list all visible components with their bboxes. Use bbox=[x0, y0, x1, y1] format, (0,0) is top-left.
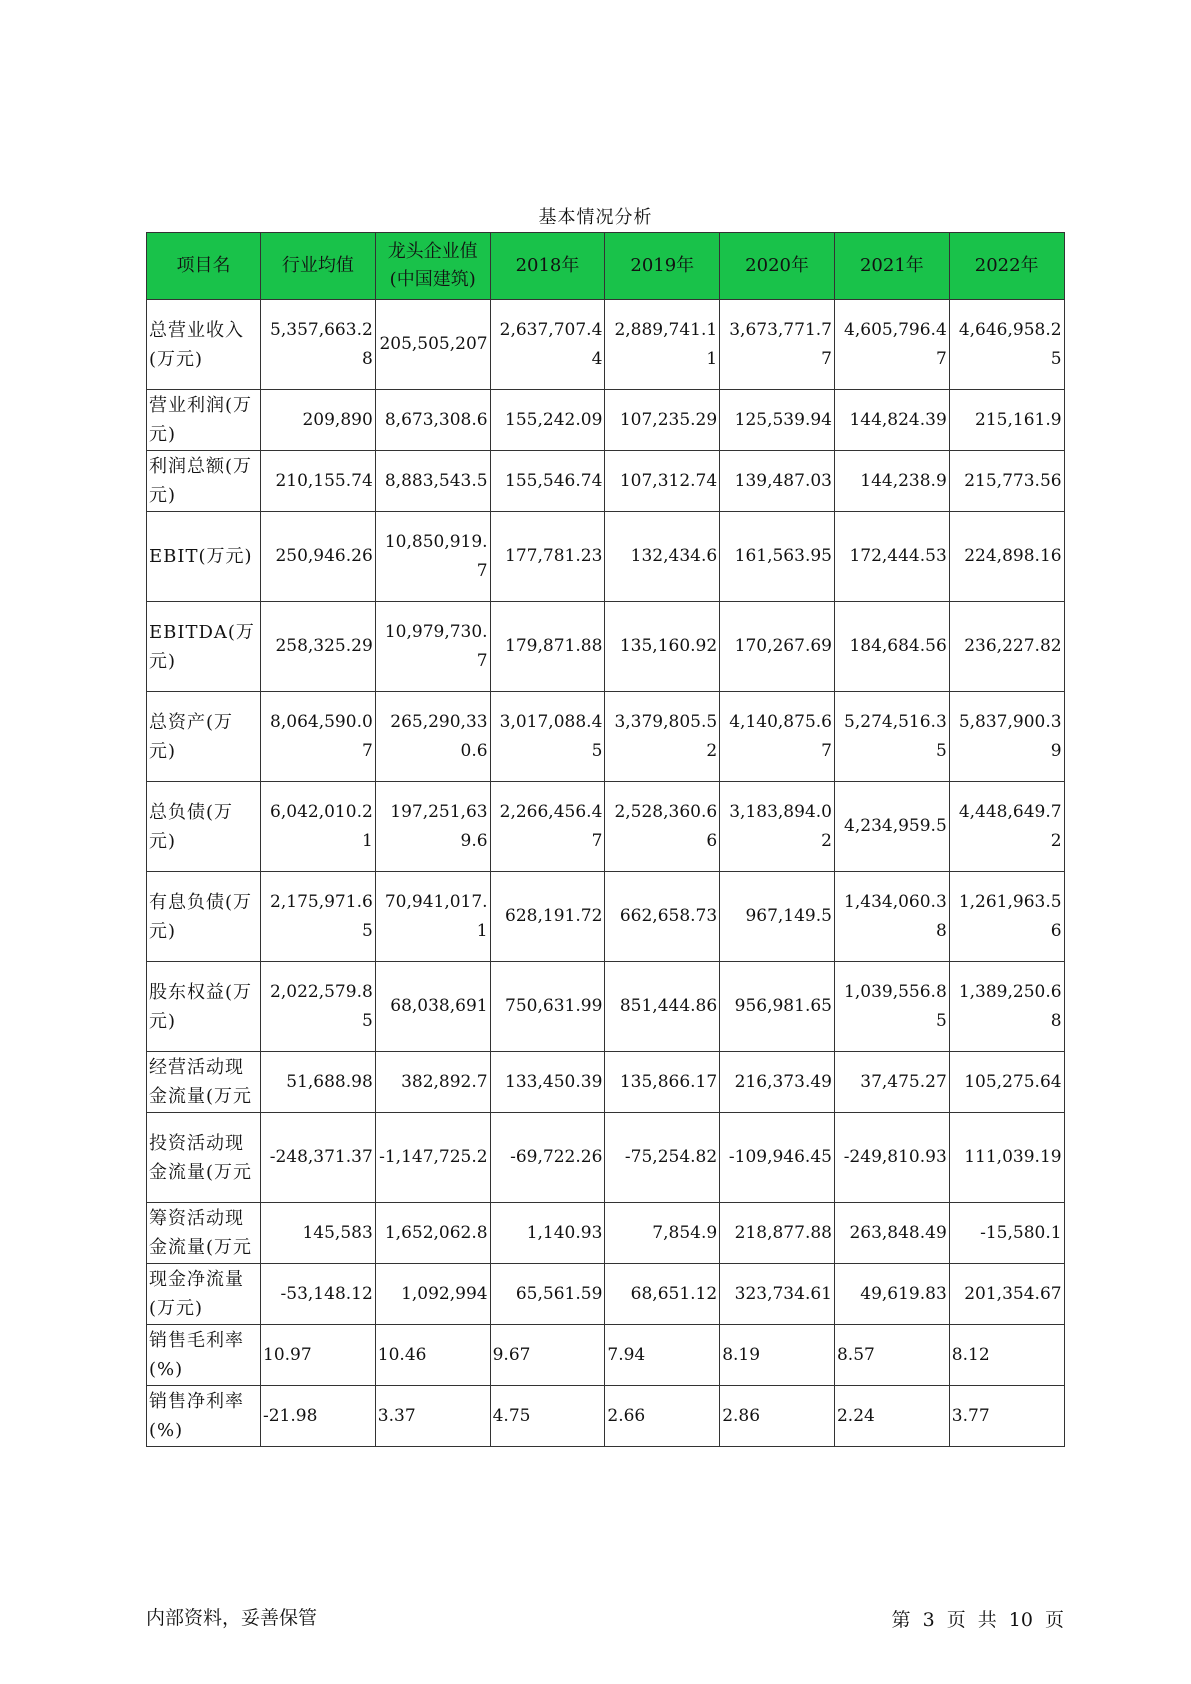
table-cell: 125,539.94 bbox=[720, 390, 835, 451]
table-cell: 179,871.88 bbox=[490, 602, 605, 692]
table-cell: 68,038,691 bbox=[375, 962, 490, 1052]
table-cell: 111,039.19 bbox=[949, 1113, 1064, 1203]
header-cell: 行业均值 bbox=[261, 233, 376, 300]
table-cell: 750,631.99 bbox=[490, 962, 605, 1052]
table-cell: 1,140.93 bbox=[490, 1203, 605, 1264]
row-label: EBIT(万元) bbox=[147, 512, 261, 602]
table-cell: 2.86 bbox=[720, 1386, 835, 1447]
table-row bbox=[147, 1113, 1065, 1203]
row-label: 利润总额(万元) bbox=[147, 451, 261, 512]
row-label: 总资产(万元) bbox=[147, 692, 261, 782]
table-cell: 2,022,579.85 bbox=[261, 962, 376, 1052]
table-cell: 132,434.6 bbox=[605, 512, 720, 602]
table-cell: 8.19 bbox=[720, 1325, 835, 1386]
row-label: EBITDA(万元) bbox=[147, 602, 261, 692]
table-cell: 5,357,663.28 bbox=[261, 300, 376, 390]
table-cell: 7.94 bbox=[605, 1325, 720, 1386]
table-cell: -53,148.12 bbox=[261, 1264, 376, 1325]
table-cell: 4,140,875.67 bbox=[720, 692, 835, 782]
table-cell: 4,646,958.25 bbox=[949, 300, 1064, 390]
table-row bbox=[147, 1386, 1065, 1447]
table-cell: 170,267.69 bbox=[720, 602, 835, 692]
table-cell: 1,092,994 bbox=[375, 1264, 490, 1325]
table-title: 基本情况分析 bbox=[538, 207, 653, 228]
table-cell: 2,175,971.65 bbox=[261, 872, 376, 962]
table-cell: 258,325.29 bbox=[261, 602, 376, 692]
table-cell: 8.12 bbox=[949, 1325, 1064, 1386]
table-cell: 1,434,060.38 bbox=[834, 872, 949, 962]
table-cell: 4,234,959.5 bbox=[834, 782, 949, 872]
table-cell: 107,235.29 bbox=[605, 390, 720, 451]
table-cell: 205,505,207 bbox=[375, 300, 490, 390]
table-cell: 144,824.39 bbox=[834, 390, 949, 451]
row-label: 销售净利率(%) bbox=[147, 1386, 261, 1447]
table-cell: 628,191.72 bbox=[490, 872, 605, 962]
table-cell: 851,444.86 bbox=[605, 962, 720, 1052]
table-cell: 105,275.64 bbox=[949, 1052, 1064, 1113]
table-cell: 155,242.09 bbox=[490, 390, 605, 451]
table-cell: 161,563.95 bbox=[720, 512, 835, 602]
row-label: 经营活动现金流量(万元 bbox=[147, 1052, 261, 1113]
table-cell: 2.24 bbox=[834, 1386, 949, 1447]
table-cell: 218,877.88 bbox=[720, 1203, 835, 1264]
table-cell: 5,837,900.39 bbox=[949, 692, 1064, 782]
table-cell: 10,979,730.7 bbox=[375, 602, 490, 692]
table-cell: 9.67 bbox=[490, 1325, 605, 1386]
table-cell: 107,312.74 bbox=[605, 451, 720, 512]
table-cell: 2,266,456.47 bbox=[490, 782, 605, 872]
table-cell: 382,892.7 bbox=[375, 1052, 490, 1113]
table-cell: 4,605,796.47 bbox=[834, 300, 949, 390]
table-row bbox=[147, 300, 1065, 390]
table-cell: 4,448,649.72 bbox=[949, 782, 1064, 872]
table-row bbox=[147, 692, 1065, 782]
table-row bbox=[147, 390, 1065, 451]
table-cell: 216,373.49 bbox=[720, 1052, 835, 1113]
header-cell: 2021年 bbox=[834, 233, 949, 300]
table-cell: 215,161.9 bbox=[949, 390, 1064, 451]
footer-page-number: 第 3 页 共 10 页 bbox=[891, 1609, 1064, 1631]
row-label: 总营业收入(万元) bbox=[147, 300, 261, 390]
row-label: 有息负债(万元) bbox=[147, 872, 261, 962]
row-label: 销售毛利率(%) bbox=[147, 1325, 261, 1386]
table-cell: 2,637,707.44 bbox=[490, 300, 605, 390]
table-cell: 250,946.26 bbox=[261, 512, 376, 602]
table-cell: 70,941,017.1 bbox=[375, 872, 490, 962]
header-cell: 龙头企业值(中国建筑) bbox=[375, 233, 490, 300]
table-cell: 236,227.82 bbox=[949, 602, 1064, 692]
table-cell: 51,688.98 bbox=[261, 1052, 376, 1113]
table-row bbox=[147, 782, 1065, 872]
table-row bbox=[147, 1052, 1065, 1113]
table-cell: 68,651.12 bbox=[605, 1264, 720, 1325]
table-cell: 3,183,894.02 bbox=[720, 782, 835, 872]
row-label: 现金净流量(万元) bbox=[147, 1264, 261, 1325]
row-label: 投资活动现金流量(万元 bbox=[147, 1113, 261, 1203]
table-cell: 8,673,308.6 bbox=[375, 390, 490, 451]
table-cell: 139,487.03 bbox=[720, 451, 835, 512]
table-cell: 155,546.74 bbox=[490, 451, 605, 512]
footer-confidential-note: 内部资料，妥善保管 bbox=[146, 1607, 318, 1629]
header-cell: 2022年 bbox=[949, 233, 1064, 300]
table-cell: 1,039,556.85 bbox=[834, 962, 949, 1052]
table-cell: 967,149.5 bbox=[720, 872, 835, 962]
table-cell: -109,946.45 bbox=[720, 1113, 835, 1203]
table-cell: 5,274,516.35 bbox=[834, 692, 949, 782]
table-cell: 37,475.27 bbox=[834, 1052, 949, 1113]
table-row bbox=[147, 1203, 1065, 1264]
table-cell: 135,866.17 bbox=[605, 1052, 720, 1113]
table-cell: 2.66 bbox=[605, 1386, 720, 1447]
row-label: 总负债(万元) bbox=[147, 782, 261, 872]
table-cell: 215,773.56 bbox=[949, 451, 1064, 512]
table-cell: 3,673,771.77 bbox=[720, 300, 835, 390]
table-cell: -249,810.93 bbox=[834, 1113, 949, 1203]
table-cell: 8.57 bbox=[834, 1325, 949, 1386]
table-row bbox=[147, 512, 1065, 602]
table-cell: 144,238.9 bbox=[834, 451, 949, 512]
table-row bbox=[147, 602, 1065, 692]
table-cell: 10.97 bbox=[261, 1325, 376, 1386]
table-cell: 662,658.73 bbox=[605, 872, 720, 962]
row-label: 营业利润(万元) bbox=[147, 390, 261, 451]
table-cell: 49,619.83 bbox=[834, 1264, 949, 1325]
table-cell: 210,155.74 bbox=[261, 451, 376, 512]
table-cell: 184,684.56 bbox=[834, 602, 949, 692]
header-row bbox=[147, 233, 1065, 300]
table-cell: 263,848.49 bbox=[834, 1203, 949, 1264]
table-cell: 3.37 bbox=[375, 1386, 490, 1447]
table-cell: -248,371.37 bbox=[261, 1113, 376, 1203]
table-cell: 8,883,543.5 bbox=[375, 451, 490, 512]
table-cell: 177,781.23 bbox=[490, 512, 605, 602]
table-row bbox=[147, 962, 1065, 1052]
table-cell: 209,890 bbox=[261, 390, 376, 451]
row-label: 筹资活动现金流量(万元 bbox=[147, 1203, 261, 1264]
header-cell: 2020年 bbox=[720, 233, 835, 300]
header-cell: 2018年 bbox=[490, 233, 605, 300]
table-cell: 1,261,963.56 bbox=[949, 872, 1064, 962]
table-cell: 10.46 bbox=[375, 1325, 490, 1386]
table-cell: 133,450.39 bbox=[490, 1052, 605, 1113]
table-cell: 6,042,010.21 bbox=[261, 782, 376, 872]
table-cell: 197,251,639.6 bbox=[375, 782, 490, 872]
table-cell: 3.77 bbox=[949, 1386, 1064, 1447]
row-label: 股东权益(万元) bbox=[147, 962, 261, 1052]
financial-table bbox=[146, 232, 1065, 1447]
table-cell: -75,254.82 bbox=[605, 1113, 720, 1203]
table-cell: -21.98 bbox=[261, 1386, 376, 1447]
table-cell: -1,147,725.2 bbox=[375, 1113, 490, 1203]
table-cell: 4.75 bbox=[490, 1386, 605, 1447]
table-row bbox=[147, 1325, 1065, 1386]
table-cell: 956,981.65 bbox=[720, 962, 835, 1052]
table-cell: 2,889,741.11 bbox=[605, 300, 720, 390]
table-cell: 265,290,330.6 bbox=[375, 692, 490, 782]
table-cell: -69,722.26 bbox=[490, 1113, 605, 1203]
table-cell: 10,850,919.7 bbox=[375, 512, 490, 602]
table-cell: 1,652,062.8 bbox=[375, 1203, 490, 1264]
table-cell: 2,528,360.66 bbox=[605, 782, 720, 872]
table-row bbox=[147, 451, 1065, 512]
table-cell: 3,017,088.45 bbox=[490, 692, 605, 782]
header-cell: 2019年 bbox=[605, 233, 720, 300]
table-cell: 7,854.9 bbox=[605, 1203, 720, 1264]
table-cell: 323,734.61 bbox=[720, 1264, 835, 1325]
table-cell: 135,160.92 bbox=[605, 602, 720, 692]
table-row bbox=[147, 1264, 1065, 1325]
table-cell: 201,354.67 bbox=[949, 1264, 1064, 1325]
table-cell: 65,561.59 bbox=[490, 1264, 605, 1325]
table-cell: -15,580.1 bbox=[949, 1203, 1064, 1264]
table-cell: 172,444.53 bbox=[834, 512, 949, 602]
table-cell: 1,389,250.68 bbox=[949, 962, 1064, 1052]
table-cell: 224,898.16 bbox=[949, 512, 1064, 602]
header-cell: 项目名 bbox=[147, 233, 261, 300]
table-cell: 8,064,590.07 bbox=[261, 692, 376, 782]
table-cell: 145,583 bbox=[261, 1203, 376, 1264]
table-row bbox=[147, 872, 1065, 962]
table-cell: 3,379,805.52 bbox=[605, 692, 720, 782]
